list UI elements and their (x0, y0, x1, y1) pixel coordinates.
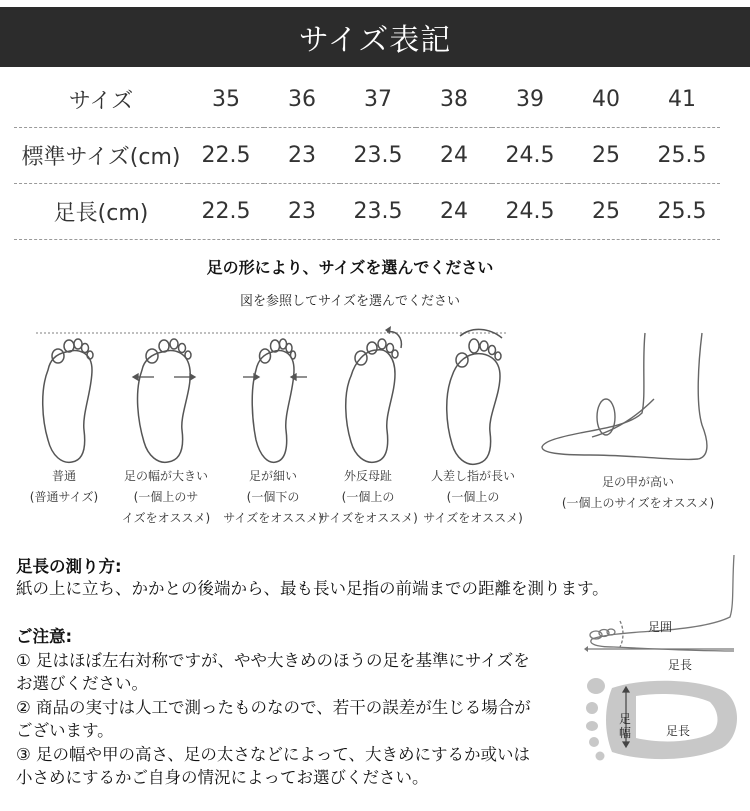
measure-title: 足長の測り方: (16, 557, 122, 576)
foot-length-row (14, 184, 720, 240)
standard-size-row (14, 128, 720, 184)
size-cell: 24 (416, 128, 492, 184)
foot-type-caption (14, 466, 114, 508)
size-cell: 40 (568, 72, 644, 128)
note-line: 小さめにするかご自身の情況によってお選びください。 (16, 768, 429, 787)
caption-line: 普通 (51, 469, 76, 483)
size-cell: 36 (264, 72, 340, 128)
caption-line: 人差し指が長い (430, 469, 515, 483)
size-cell: 25.5 (644, 184, 720, 240)
note-line: ① 足はほぼ左右対称ですが、やや大きめのほうの足を基準にサイズを (16, 651, 530, 670)
width-label: 足幅 (619, 712, 632, 740)
size-cell: 24.5 (492, 184, 568, 240)
size-cell: 23.5 (340, 184, 416, 240)
size-cell: 38 (416, 72, 492, 128)
notes-title: ご注意: (16, 627, 73, 646)
foot-measure-sole-icon (582, 672, 744, 772)
size-cell: 24.5 (492, 128, 568, 184)
foot-type-caption (548, 472, 728, 514)
guide-subtitle: 図を参照してサイズを選んでください (240, 294, 460, 309)
size-cell: 22.5 (188, 184, 264, 240)
note-line: お選びください。 (16, 674, 148, 693)
size-cell: 39 (492, 72, 568, 128)
caption-line: 足の甲が高い (601, 475, 674, 489)
guide-title: 足の形により、サイズを選んでください (206, 258, 494, 277)
high-instep-foot-icon (530, 325, 740, 475)
narrow-foot-icon (240, 330, 310, 470)
caption-line: (一個上のサ (133, 490, 199, 504)
size-cell: 25 (568, 128, 644, 184)
caption-line: イズをオススメ) (121, 511, 211, 525)
normal-foot-icon (34, 330, 104, 470)
caption-line: 外反母趾 (343, 469, 392, 483)
size-cell: 22.5 (188, 128, 264, 184)
caption-line: (一個上のサイズをオススメ) (561, 496, 715, 510)
foot-type-caption (106, 466, 226, 529)
length-label-2: 足長 (666, 724, 691, 738)
caption-line: (一個上の (446, 490, 500, 504)
foot-measure-side-icon (584, 555, 744, 665)
size-cell: 24 (416, 184, 492, 240)
size-cell: 37 (340, 72, 416, 128)
wide-foot-icon (130, 330, 200, 470)
note-line: ③ 足の幅や甲の高さ、足の太さなどによって、大きめにするか或いは (16, 745, 531, 764)
caption-line: (一個下の (246, 490, 300, 504)
long-index-toe-foot-icon (438, 324, 518, 470)
caption-line: サイズをオススメ) (318, 511, 418, 525)
size-cell: 23 (264, 184, 340, 240)
size-row (14, 72, 720, 128)
size-cell: 35 (188, 72, 264, 128)
caption-line: (普通サイズ) (29, 490, 99, 504)
size-cell: 25.5 (644, 128, 720, 184)
size-cell: 41 (644, 72, 720, 128)
caption-line: サイズをオススメ) (423, 511, 523, 525)
circumference-label: 足囲 (648, 620, 673, 634)
foot-type-caption (218, 466, 328, 529)
bunion-foot-icon (335, 324, 415, 470)
size-cell: 25 (568, 184, 644, 240)
caption-line: 足の幅が大きい (123, 469, 208, 483)
note-line: ② 商品の実寸は人工で測ったものなので、若干の誤差が生じる場合が (16, 698, 531, 717)
measure-description: 紙の上に立ち、かかとの後端から、最も長い足指の前端までの距離を測ります。 (16, 579, 609, 598)
length-label: 足長 (668, 658, 693, 672)
size-chart-banner (0, 7, 750, 67)
note-line: ございます。 (16, 721, 114, 740)
foot-type-caption (418, 466, 528, 529)
row-label: 標準サイズ(cm) (14, 128, 188, 184)
caption-line: (一個上の (341, 490, 395, 504)
size-cell: 23 (264, 128, 340, 184)
size-cell: 23.5 (340, 128, 416, 184)
row-label: 足長(cm) (14, 184, 188, 240)
banner-title: サイズ表記 (298, 23, 452, 58)
row-label: サイズ (14, 72, 188, 128)
caption-line: サイズをオススメ) (223, 511, 323, 525)
foot-type-caption (313, 466, 423, 529)
size-table (14, 72, 720, 240)
caption-line: 足が細い (248, 469, 297, 483)
